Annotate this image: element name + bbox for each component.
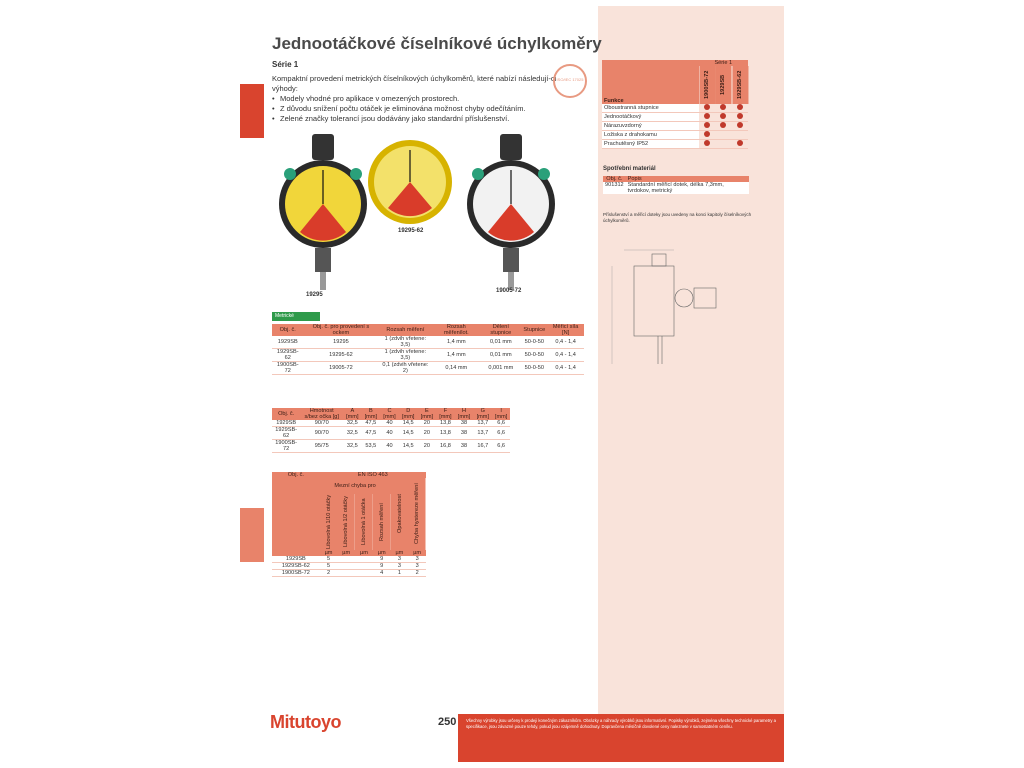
cell: 6,6 [492,420,510,427]
accessory-note: Příslušenství a měřicí doteky jsou uvedeny na konci kapitoly číselníkových úchylkoměrů. [603,212,752,223]
bullet: • Modely vhodné pro aplikace v omezených prostorech. [272,94,572,104]
page-title: Jednootáčkové číselníkové úchylkoměry [272,34,602,53]
matrix-func: Ložiska z drahokamu [602,131,699,140]
cell: 0,001 mm [480,362,521,375]
spec-table [272,324,584,375]
bullet: • Z důvodu snížení počtu otáček je eliminována možnost chyby odečítáním. [272,104,572,114]
cell: 95/75 [300,440,343,453]
cell: 19295-62 [304,349,379,362]
col-header: Mezní chyba pro [320,478,391,494]
unit: µm [355,550,373,556]
table-row [272,440,510,453]
cell: 0,4 - 1,4 [547,362,584,375]
matrix-func: Oboustranná stupnice [602,104,699,113]
unit: µm [391,550,409,556]
cell: 38 [455,420,474,427]
table-row [272,349,584,362]
cell: 1929SB [272,556,320,563]
table-row [272,362,584,375]
cell: 40 [380,440,399,453]
col-header: EN ISO 463 [320,472,426,478]
cell: 2 [408,570,426,577]
cell: 50-0-50 [521,349,547,362]
cell: 3 [408,563,426,570]
cell: 9 [373,556,391,563]
cell: 47,5 [362,427,381,440]
caption-19295: 19295 [306,292,323,298]
col-header: G [mm] [473,408,492,420]
cell: 20 [418,420,437,427]
matrix-model: 1929SB-62 [732,66,748,104]
cell: 901312 [603,182,626,194]
col-header: Dělení stupnice [480,324,521,336]
cell: 1 [391,570,409,577]
dimension-table [272,408,510,453]
col-header: Obj. č. [272,408,300,420]
function-matrix [602,60,748,149]
col-header: Libovolná 1 otáčka [355,494,373,550]
dial-19295-62 [368,140,452,224]
col-header: E [mm] [418,408,437,420]
salmon-tab [240,508,264,562]
caption-19295-62: 19295-62 [398,228,424,234]
cell: 3 [408,556,426,563]
cell: 0,4 - 1,4 [547,336,584,349]
unit: µm [320,550,338,556]
col-header: Měřicí síla [N] [547,324,584,336]
cell: 50-0-50 [521,336,547,349]
col-header: Rozsah měření [378,324,432,336]
intro-text [272,74,572,124]
caption-19005-72: 19005-72 [496,288,522,294]
cell: Standardní měřicí dotek, délka 7,3mm, tvrdokov, metrický [626,182,749,194]
matrix-model: 1900SB-72 [699,66,715,104]
table-row [603,182,749,194]
cell: 16,8 [436,440,454,453]
bullet: • Zelené značky tolerancí jsou dodávány jako standardní příslušenství. [272,114,572,124]
red-tab [240,84,264,138]
cell: 9 [373,563,391,570]
matrix-func: Nárazuvzdorný [602,122,699,131]
col-header: Chyba hystereze měření [408,478,426,550]
col-header: Popis [626,176,749,182]
calibration-stamp: ISO/IEC 17025 [553,64,587,98]
matrix-row [602,122,748,131]
cell: 0,01 mm [480,349,521,362]
cell: 32,5 [343,440,361,453]
col-header: Opakovatelnost [391,478,409,550]
supply-title: Spotřební materiál [603,166,656,172]
cell: 1929SB-62 [272,349,304,362]
unit: µm [373,550,391,556]
col-header: Libovolná 1/2 otáčky [337,494,355,550]
cell: 0,01 mm [480,336,521,349]
col-header: B [mm] [362,408,381,420]
cell: 20 [418,440,437,453]
cell: 1929SB-62 [272,427,300,440]
cell: 50-0-50 [521,362,547,375]
matrix-row [602,131,748,140]
table-row [272,427,510,440]
cell: 5 [320,556,338,563]
supply-table [603,176,749,194]
col-header: Obj. č. [272,472,320,550]
cell: 1900SB-72 [272,440,300,453]
col-header: Rozsah měřenílot. [432,324,480,336]
matrix-func: Jednootáčkový [602,113,699,122]
metric-label: Metrické [272,312,320,321]
cell: 20 [418,427,437,440]
col-header: Stupnice [521,324,547,336]
cell: 1 (zdvih vřetene: 3,5) [378,336,432,349]
cell: 0,1 (zdvih vřetene: 2) [378,362,432,375]
cell: 38 [455,427,474,440]
intro-paragraph: Kompaktní provedení metrických číselníkových úchylkoměrů, které nabízí následují-ci výhody: [272,74,557,93]
cell: 90/70 [300,427,343,440]
cell [337,570,355,577]
cell: 16,7 [473,440,492,453]
cell: 14,5 [399,440,418,453]
cell: 0,14 mm [432,362,480,375]
table-row [272,336,584,349]
cell: 13,8 [436,420,454,427]
accuracy-table [272,472,426,577]
footer-disclaimer: Všechny výrobky jsou určeny k prodeji konečným zákazníkům. Obrázky a náhrady výrobků jsou informativní. Popisky výrobků, zejména všechny technické parametry a specifikace, jsou závazné pouze tehdy, pokud jsou vzájemně dohodnuty. Dopravčena měsíčně dovolené ceny naleznete v samostatném ceníku. [458,714,784,762]
cell: 47,5 [362,420,381,427]
cell: 2 [320,570,338,577]
matrix-model: 1929SB [715,66,731,104]
cell: 1 (zdvih vřetene: 3,5) [378,349,432,362]
col-header: Rozsah měření [373,494,391,550]
cell: 53,5 [362,440,381,453]
matrix-func: Prachutěsný IP52 [602,140,699,149]
matrix-row [602,104,748,113]
technical-drawing [604,236,744,376]
cell: 1929SB-62 [272,563,320,570]
cell [337,563,355,570]
table-row [272,570,426,577]
cell: 19295 [304,336,379,349]
matrix-row [602,113,748,122]
cell: 6,6 [492,440,510,453]
col-header: Obj. č. pro provedení s ockem [304,324,379,336]
unit: µm [408,550,426,556]
matrix-func-label: Funkce [602,66,699,104]
dial-19005-72 [467,134,555,290]
dial-illustrations [262,134,602,304]
cell: 1900SB-72 [272,362,304,375]
mitutoyo-logo: Mitutoyo [270,712,341,732]
col-header: F [mm] [436,408,454,420]
matrix-series: Série 1 [699,60,748,66]
col-header: A [mm] [343,408,361,420]
col-header: Obj. č. [603,176,626,182]
cell: 5 [320,563,338,570]
cell: 14,5 [399,420,418,427]
page-number: 250 [438,716,457,728]
cell [355,570,373,577]
col-header: Libovolná 1/10 otáčky [320,494,338,550]
cell: 38 [455,440,474,453]
col-header: Obj. č. [272,324,304,336]
cell: 40 [380,427,399,440]
col-header: D [mm] [399,408,418,420]
cell: 3 [391,556,409,563]
cell: 3 [391,563,409,570]
series-label: Série 1 [272,60,299,69]
cell: 32,5 [343,420,361,427]
cell: 6,6 [492,427,510,440]
cell: 40 [380,420,399,427]
col-header: C [mm] [380,408,399,420]
cell: 0,4 - 1,4 [547,349,584,362]
cell: 1,4 mm [432,349,480,362]
cell: 1929SB [272,336,304,349]
dial-19295 [279,134,367,290]
cell: 13,7 [473,427,492,440]
cell: 13,7 [473,420,492,427]
table-row [272,563,426,570]
matrix-row [602,140,748,149]
cell: 14,5 [399,427,418,440]
cell: 32,5 [343,427,361,440]
cell: 13,8 [436,427,454,440]
col-header: H [mm] [455,408,474,420]
col-header: Hmotnost s/bez očka [g] [300,408,343,420]
cell: 1900SB-72 [272,570,320,577]
unit: µm [337,550,355,556]
cell: 19005-72 [304,362,379,375]
cell: 90/70 [300,420,343,427]
cell: 4 [373,570,391,577]
cell [355,563,373,570]
cell: 1,4 mm [432,336,480,349]
col-header: I [mm] [492,408,510,420]
cell: 1929SB [272,420,300,427]
